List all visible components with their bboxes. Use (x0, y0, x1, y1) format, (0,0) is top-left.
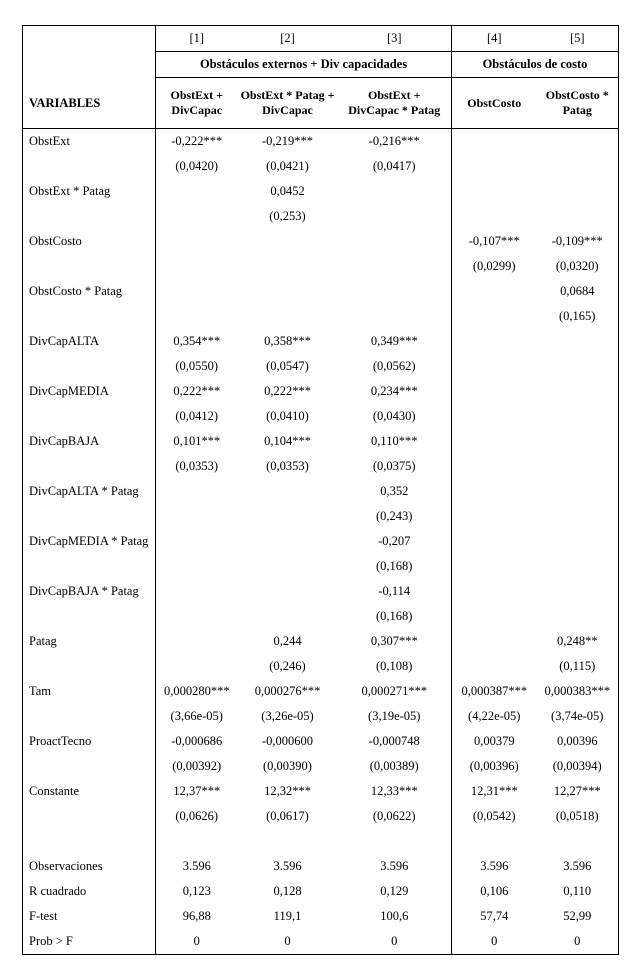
row-label (23, 804, 156, 829)
value-cell (537, 504, 619, 529)
value-cell (238, 529, 338, 554)
value-cell: 0 (452, 929, 537, 955)
value-cell: 3.596 (537, 854, 619, 879)
row-label: ObstCosto * Patag (23, 279, 156, 304)
value-cell (537, 379, 619, 404)
col-number-3: [3] (338, 26, 452, 52)
value-cell (537, 204, 619, 229)
value-cell: 12,33*** (338, 779, 452, 804)
value-cell (238, 304, 338, 329)
value-cell: 0,248** (537, 629, 619, 654)
value-cell: (0,0375) (338, 454, 452, 479)
value-cell (156, 529, 238, 554)
value-cell: 0 (338, 929, 452, 955)
value-cell: 3.596 (338, 854, 452, 879)
group-header-obstaculos-costo: Obstáculos de costo (452, 52, 619, 78)
coef-row (23, 429, 619, 454)
value-cell: (4,22e-05) (468, 709, 521, 723)
value-cell: 3.596 (273, 859, 302, 873)
value-cell (537, 404, 619, 429)
sub-header-1: ObstExt + DivCapac (156, 78, 238, 129)
coef-row (23, 729, 619, 754)
value-cell: (0,0547) (266, 359, 309, 373)
value-cell (452, 404, 537, 429)
row-label (23, 204, 156, 229)
header-empty-cell (23, 52, 156, 78)
value-cell: 12,32*** (264, 784, 311, 798)
sub-header-5: ObstCosto * Patag (537, 78, 619, 129)
coef-row (23, 629, 619, 654)
value-cell (452, 354, 537, 379)
value-cell (156, 504, 238, 529)
value-cell: 0,104*** (264, 434, 311, 448)
value-cell (537, 129, 619, 155)
col-number-2: [2] (238, 26, 338, 52)
value-cell: (0,108) (338, 654, 452, 679)
coef-row (23, 579, 619, 604)
row-label: DivCapMEDIA * Patag (23, 529, 156, 554)
stat-row (23, 929, 619, 955)
col-number-5: [5] (537, 26, 619, 52)
sub-header-4: ObstCosto (452, 78, 537, 129)
value-cell: 52,99 (537, 904, 619, 929)
value-cell: (0,253) (269, 209, 306, 223)
value-cell: 12,31*** (470, 784, 518, 798)
value-cell (452, 454, 537, 479)
value-cell: (0,0421) (266, 159, 309, 173)
se-row (23, 704, 619, 729)
se-row (23, 504, 619, 529)
value-cell (156, 279, 238, 304)
value-cell (452, 154, 537, 179)
value-cell: (0,00392) (172, 759, 222, 773)
value-cell: (0,00390) (263, 759, 312, 773)
row-label: DivCapMEDIA (23, 379, 156, 404)
value-cell: (0,168) (338, 604, 452, 629)
value-cell: (0,246) (269, 659, 306, 673)
value-cell: 0,000280*** (163, 684, 230, 698)
se-row (23, 154, 619, 179)
value-cell: 12,37*** (173, 784, 221, 798)
stat-row (23, 904, 619, 929)
col-number-1: [1] (156, 26, 238, 52)
value-cell: 0,244 (273, 634, 302, 648)
value-cell (238, 479, 338, 504)
coef-row (23, 229, 619, 254)
value-cell: -0,216*** (338, 129, 452, 155)
value-cell: 57,74 (480, 909, 509, 923)
value-cell: (0,0353) (175, 459, 219, 473)
value-cell: 0,307*** (338, 629, 452, 654)
value-cell (537, 179, 619, 204)
value-cell: 0,110 (537, 879, 619, 904)
value-cell: 100,6 (338, 904, 452, 929)
spacer-row (23, 829, 619, 854)
value-cell: (3,66e-05) (170, 709, 223, 723)
value-cell (238, 604, 338, 629)
value-cell (156, 604, 238, 629)
value-cell (452, 629, 537, 654)
value-cell: -0,000686 (171, 734, 223, 748)
value-cell: (0,00394) (537, 754, 619, 779)
value-cell (452, 604, 537, 629)
value-cell (452, 379, 537, 404)
value-cell: 0,00379 (473, 734, 515, 748)
value-cell: (3,74e-05) (537, 704, 619, 729)
value-cell (537, 429, 619, 454)
value-cell: (0,00396) (469, 759, 519, 773)
value-cell: 0 (238, 929, 338, 955)
value-cell: (0,165) (537, 304, 619, 329)
value-cell: (0,0299) (472, 259, 516, 273)
header-numbers-row (23, 26, 619, 52)
value-cell: (0,0417) (338, 154, 452, 179)
value-cell: (0,0562) (338, 354, 452, 379)
value-cell (452, 654, 537, 679)
coef-row (23, 479, 619, 504)
value-cell: -0,222*** (171, 134, 223, 148)
row-label (23, 454, 156, 479)
coef-row (23, 779, 619, 804)
value-cell: 0,352 (338, 479, 452, 504)
value-cell (156, 654, 238, 679)
se-row (23, 354, 619, 379)
value-cell: (3,26e-05) (261, 709, 314, 723)
value-cell: 3.596 (182, 859, 211, 873)
value-cell: 0 (156, 929, 238, 955)
row-label (23, 754, 156, 779)
value-cell (452, 129, 537, 155)
value-cell: 0,110*** (338, 429, 452, 454)
value-cell (238, 504, 338, 529)
value-cell: 0 (537, 929, 619, 955)
row-label: Prob > F (23, 929, 156, 955)
se-row (23, 654, 619, 679)
row-label (23, 604, 156, 629)
value-cell (452, 479, 537, 504)
value-cell: 12,27*** (537, 779, 619, 804)
value-cell: 0,234*** (338, 379, 452, 404)
se-row (23, 754, 619, 779)
row-label: ObstExt * Patag (23, 179, 156, 204)
value-cell: 0,000271*** (338, 679, 452, 704)
row-label (23, 554, 156, 579)
row-label: F-test (23, 904, 156, 929)
sub-header-3: ObstExt + DivCapac * Patag (338, 78, 452, 129)
value-cell: -0,000748 (338, 729, 452, 754)
value-cell (338, 254, 452, 279)
row-label: Patag (23, 629, 156, 654)
value-cell: -0,219*** (261, 134, 314, 148)
value-cell (156, 479, 238, 504)
coef-row (23, 129, 619, 155)
value-cell (238, 554, 338, 579)
row-label: R cuadrado (23, 879, 156, 904)
row-label (23, 704, 156, 729)
value-cell (537, 329, 619, 354)
value-cell (537, 479, 619, 504)
value-cell (452, 304, 537, 329)
se-row (23, 604, 619, 629)
value-cell: (0,0410) (266, 409, 309, 423)
value-cell: -0,107*** (468, 234, 520, 248)
header-group-row (23, 52, 619, 78)
row-label (23, 654, 156, 679)
coef-row (23, 529, 619, 554)
value-cell: (0,00389) (338, 754, 452, 779)
value-cell: 0,000383*** (537, 679, 619, 704)
row-label (23, 404, 156, 429)
sub-header-2: ObstExt * Patag + DivCapac (238, 78, 338, 129)
stat-row (23, 879, 619, 904)
value-cell (156, 179, 238, 204)
value-cell (238, 229, 338, 254)
row-label: Constante (23, 779, 156, 804)
value-cell: 0,0684 (537, 279, 619, 304)
value-cell: 3.596 (480, 859, 509, 873)
value-cell: 0,222*** (173, 384, 221, 398)
value-cell: -0,000600 (261, 734, 314, 748)
value-cell (338, 304, 452, 329)
value-cell (452, 504, 537, 529)
value-cell: 0,00396 (537, 729, 619, 754)
value-cell (537, 604, 619, 629)
value-cell: 0,358*** (264, 334, 311, 348)
value-cell: 0,349*** (338, 329, 452, 354)
se-row (23, 404, 619, 429)
value-cell (452, 579, 537, 604)
value-cell (338, 229, 452, 254)
row-label: DivCapALTA * Patag (23, 479, 156, 504)
value-cell (452, 529, 537, 554)
row-label: ObstExt (23, 129, 156, 155)
value-cell: -0,109*** (537, 229, 619, 254)
coef-row (23, 279, 619, 304)
row-label: ObstCosto (23, 229, 156, 254)
row-label: ProactTecno (23, 729, 156, 754)
value-cell (238, 254, 338, 279)
value-cell (537, 454, 619, 479)
value-cell: 0,0452 (270, 184, 305, 198)
spacer-cell (452, 829, 537, 854)
value-cell (338, 204, 452, 229)
variables-header: VARIABLES (23, 78, 156, 129)
row-label: Tam (23, 679, 156, 704)
value-cell (338, 279, 452, 304)
value-cell (338, 179, 452, 204)
header-empty-cell (23, 26, 156, 52)
value-cell: (0,0550) (175, 359, 219, 373)
value-cell (537, 354, 619, 379)
spacer-cell (537, 829, 619, 854)
spacer-cell (156, 829, 238, 854)
value-cell: 96,88 (182, 909, 211, 923)
se-row (23, 304, 619, 329)
value-cell: (0,168) (338, 554, 452, 579)
value-cell (537, 579, 619, 604)
value-cell (156, 229, 238, 254)
row-label (23, 304, 156, 329)
se-row (23, 204, 619, 229)
header-sub-row (23, 78, 619, 129)
value-cell: -0,114 (338, 579, 452, 604)
value-cell: (0,115) (537, 654, 619, 679)
value-cell (452, 179, 537, 204)
se-row (23, 254, 619, 279)
value-cell: (0,0430) (338, 404, 452, 429)
value-cell (156, 554, 238, 579)
coef-row (23, 379, 619, 404)
value-cell: 0,222*** (264, 384, 311, 398)
value-cell: 0,106 (480, 884, 509, 898)
value-cell: 119,1 (273, 909, 302, 923)
value-cell (452, 554, 537, 579)
value-cell (238, 279, 338, 304)
row-label: DivCapBAJA * Patag (23, 579, 156, 604)
value-cell (537, 154, 619, 179)
value-cell: (0,243) (338, 504, 452, 529)
spacer-cell (23, 829, 156, 854)
stat-row (23, 854, 619, 879)
row-label (23, 154, 156, 179)
value-cell: 0,000276*** (254, 684, 321, 698)
value-cell: 0,000387*** (461, 684, 528, 698)
col-number-4: [4] (452, 26, 537, 52)
value-cell: (0,0320) (537, 254, 619, 279)
spacer-cell (238, 829, 338, 854)
row-label: Observaciones (23, 854, 156, 879)
se-row (23, 454, 619, 479)
value-cell (452, 279, 537, 304)
group-header-obstaculos-externos: Obstáculos externos + Div capacidades (156, 52, 452, 78)
value-cell (156, 204, 238, 229)
value-cell: (0,0412) (175, 409, 219, 423)
value-cell (156, 579, 238, 604)
value-cell (537, 554, 619, 579)
value-cell: 0,128 (273, 884, 302, 898)
value-cell: (0,0542) (472, 809, 516, 823)
value-cell: (0,0518) (537, 804, 619, 829)
value-cell (452, 204, 537, 229)
value-cell (156, 629, 238, 654)
value-cell: (0,0626) (175, 809, 219, 823)
value-cell (156, 304, 238, 329)
se-row (23, 804, 619, 829)
value-cell: 0,354*** (173, 334, 221, 348)
value-cell: (3,19e-05) (338, 704, 452, 729)
spacer-cell (338, 829, 452, 854)
coef-row (23, 329, 619, 354)
value-cell: (0,0420) (175, 159, 219, 173)
row-label (23, 354, 156, 379)
value-cell: 0,123 (182, 884, 211, 898)
coef-row (23, 179, 619, 204)
value-cell: (0,0617) (266, 809, 309, 823)
coef-row (23, 679, 619, 704)
value-cell (238, 579, 338, 604)
value-cell: -0,207 (338, 529, 452, 554)
regression-table (22, 25, 619, 955)
row-label: DivCapBAJA (23, 429, 156, 454)
row-label (23, 254, 156, 279)
se-row (23, 554, 619, 579)
value-cell (537, 529, 619, 554)
value-cell: 0,101*** (173, 434, 221, 448)
value-cell (452, 429, 537, 454)
value-cell (452, 329, 537, 354)
value-cell: 0,129 (338, 879, 452, 904)
value-cell: (0,0353) (266, 459, 309, 473)
value-cell: (0,0622) (338, 804, 452, 829)
value-cell (156, 254, 238, 279)
row-label (23, 504, 156, 529)
row-label: DivCapALTA (23, 329, 156, 354)
